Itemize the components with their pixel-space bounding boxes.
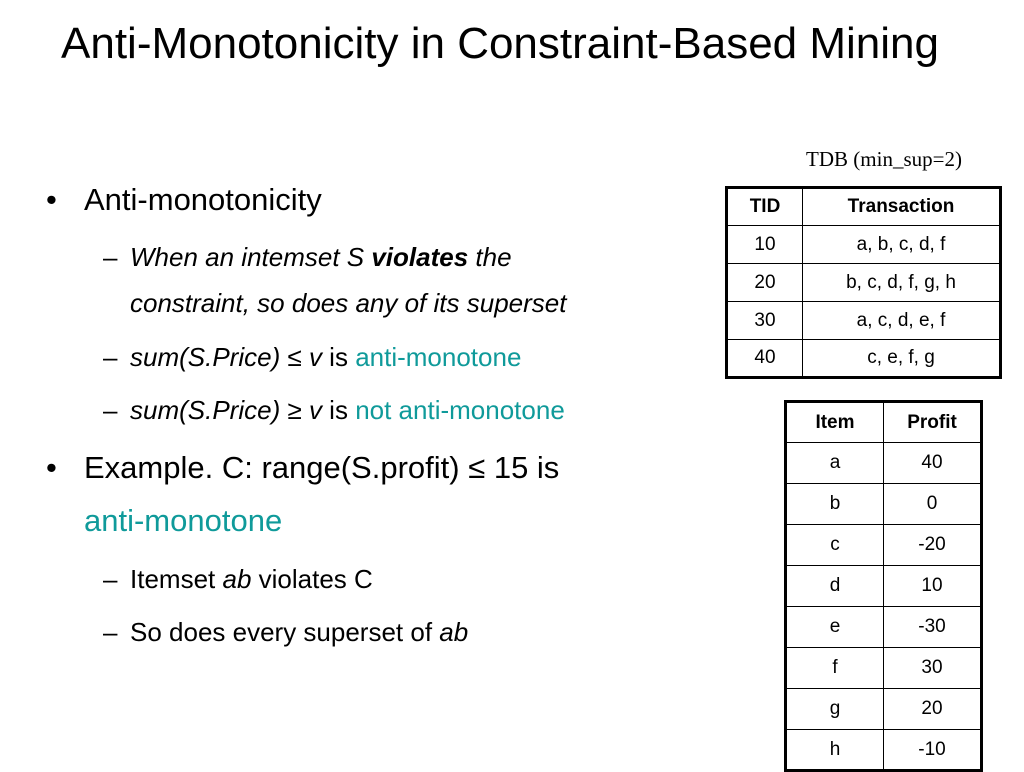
text-segment: is [321, 342, 356, 372]
sub-bullet-superset [103, 611, 469, 653]
item-cell: c [786, 525, 884, 566]
item-cell: f [786, 648, 884, 689]
bullet-example [46, 450, 560, 486]
tdb-header-tid: TID [727, 188, 803, 226]
table-row [786, 484, 982, 525]
profit-cell: 10 [884, 566, 982, 607]
sub-bullet-sum-ge [103, 389, 565, 431]
profit-cell: 30 [884, 648, 982, 689]
transaction-cell: b, c, d, f, g, h [803, 264, 1001, 302]
text-segment: constraint, so does any of its superset [130, 288, 567, 318]
profit-cell: -10 [884, 730, 982, 771]
table-row [786, 689, 982, 730]
sub-bullet-violates [103, 236, 512, 278]
table-row [727, 264, 1001, 302]
dash-icon: – [103, 617, 118, 647]
tdb-caption: TDB (min_sup=2) [806, 147, 962, 171]
slide-title: Anti-Monotonicity in Constraint-Based Mining [61, 19, 939, 68]
table-row [727, 302, 1001, 340]
profit-cell: -20 [884, 525, 982, 566]
tid-cell: 10 [727, 226, 803, 264]
dash-icon: – [103, 395, 118, 425]
profit-table [784, 400, 983, 772]
tid-cell: 40 [727, 340, 803, 378]
dash-icon: – [103, 564, 118, 594]
anti-monotone-label: anti-monotone [84, 503, 283, 538]
anti-monotone-label: anti-monotone [355, 342, 522, 372]
sub-bullet-violates-line2 [130, 282, 566, 324]
profit-header-profit: Profit [884, 402, 982, 443]
bullet-label: Anti-monotonicity [84, 182, 322, 217]
text-segment: So does every superset of [130, 617, 440, 647]
expression: sum(S.Price) ≤ v [130, 342, 322, 372]
item-cell: a [786, 443, 884, 484]
profit-cell: -30 [884, 607, 982, 648]
tid-cell: 20 [727, 264, 803, 302]
item-cell: e [786, 607, 884, 648]
tdb-table [725, 186, 1002, 379]
not-anti-monotone-label: not anti-monotone [355, 395, 565, 425]
transaction-cell: a, b, c, d, f [803, 226, 1001, 264]
table-row [786, 648, 982, 689]
dash-icon: – [103, 242, 118, 272]
profit-cell: 20 [884, 689, 982, 730]
table-header-row [786, 402, 982, 443]
table-row [727, 340, 1001, 378]
table-row [727, 226, 1001, 264]
bullet-example-line2 [84, 503, 282, 539]
text-emphasis: violates [371, 242, 469, 272]
dash-icon: – [103, 342, 118, 372]
text-segment: When an intemset S [130, 242, 372, 272]
itemset-ab: ab [439, 617, 469, 647]
example-text: Example. C: range(S.profit) ≤ 15 is [84, 450, 560, 485]
profit-cell: 0 [884, 484, 982, 525]
transaction-cell: c, e, f, g [803, 340, 1001, 378]
tdb-header-transaction: Transaction [803, 188, 1001, 226]
item-cell: h [786, 730, 884, 771]
text-segment: is [321, 395, 356, 425]
profit-cell: 40 [884, 443, 982, 484]
bullet-anti-monotonicity [46, 182, 322, 218]
sub-bullet-sum-le [103, 336, 522, 378]
text-segment: violates C [251, 564, 373, 594]
table-row [786, 566, 982, 607]
text-segment: Itemset [130, 564, 223, 594]
table-header-row [727, 188, 1001, 226]
bullet-dot-icon: • [46, 182, 57, 217]
tid-cell: 30 [727, 302, 803, 340]
profit-header-item: Item [786, 402, 884, 443]
item-cell: b [786, 484, 884, 525]
sub-bullet-itemset [103, 558, 373, 600]
text-segment: the [468, 242, 512, 272]
table-row [786, 443, 982, 484]
transaction-cell: a, c, d, e, f [803, 302, 1001, 340]
item-cell: d [786, 566, 884, 607]
table-row [786, 607, 982, 648]
itemset-ab: ab [222, 564, 252, 594]
table-row [786, 730, 982, 771]
table-row [786, 525, 982, 566]
item-cell: g [786, 689, 884, 730]
expression: sum(S.Price) ≥ v [130, 395, 322, 425]
bullet-dot-icon: • [46, 450, 57, 485]
